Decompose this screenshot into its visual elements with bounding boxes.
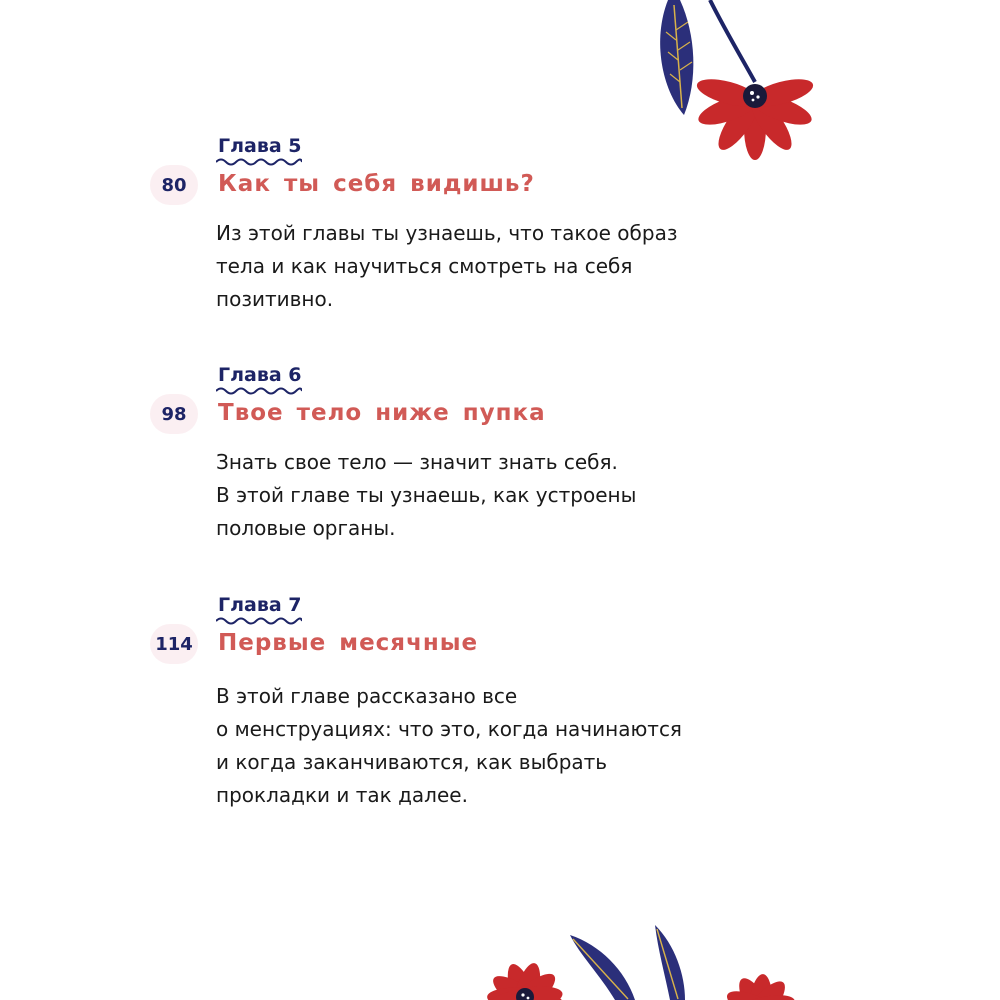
chapter-title[interactable]: Твое тело ниже пупка: [218, 400, 546, 426]
description-line: и когда заканчиваются, как выбрать: [216, 750, 608, 774]
chapter-entry: [150, 364, 850, 554]
description-line: о менструациях: что это, когда начинаются: [216, 717, 682, 741]
flower-illustration: [722, 973, 798, 1000]
description-line: позитивно.: [216, 287, 334, 311]
description-line: прокладки и так далее.: [216, 783, 468, 807]
page-number-badge[interactable]: 80: [150, 165, 198, 205]
chapter-label: Глава 7: [218, 594, 302, 616]
flower-illustration: [485, 960, 564, 1000]
wavy-underline-icon: [216, 386, 302, 396]
chapter-description: [216, 446, 776, 545]
bottom-flower-illustration: [430, 915, 850, 1000]
flower-stem: [710, 0, 755, 82]
chapter-entry: [150, 594, 850, 824]
leaf-illustration: [570, 925, 685, 1000]
page-number-badge[interactable]: 98: [150, 394, 198, 434]
page-number-badge[interactable]: 114: [150, 624, 198, 664]
description-line: тела и как научиться смотреть на себя: [216, 254, 633, 278]
chapter-title[interactable]: Как ты себя видишь?: [218, 171, 535, 197]
leaf-illustration: [660, 0, 693, 115]
description-line: Из этой главы ты узнаешь, что такое образ: [216, 221, 678, 245]
chapter-label: Глава 5: [218, 135, 302, 157]
chapter-label: Глава 6: [218, 364, 302, 386]
description-line: В этой главе ты узнаешь, как устроены: [216, 483, 637, 507]
chapter-entry: [150, 135, 850, 325]
chapter-description: [216, 217, 776, 316]
description-line: Знать свое тело — значит знать себя.: [216, 450, 618, 474]
description-line: В этой главе рассказано все: [216, 684, 518, 708]
wavy-underline-icon: [216, 616, 302, 626]
chapter-description: [216, 680, 776, 812]
chapter-title[interactable]: Первые месячные: [218, 630, 479, 656]
description-line: половые органы.: [216, 516, 396, 540]
wavy-underline-icon: [216, 157, 302, 167]
